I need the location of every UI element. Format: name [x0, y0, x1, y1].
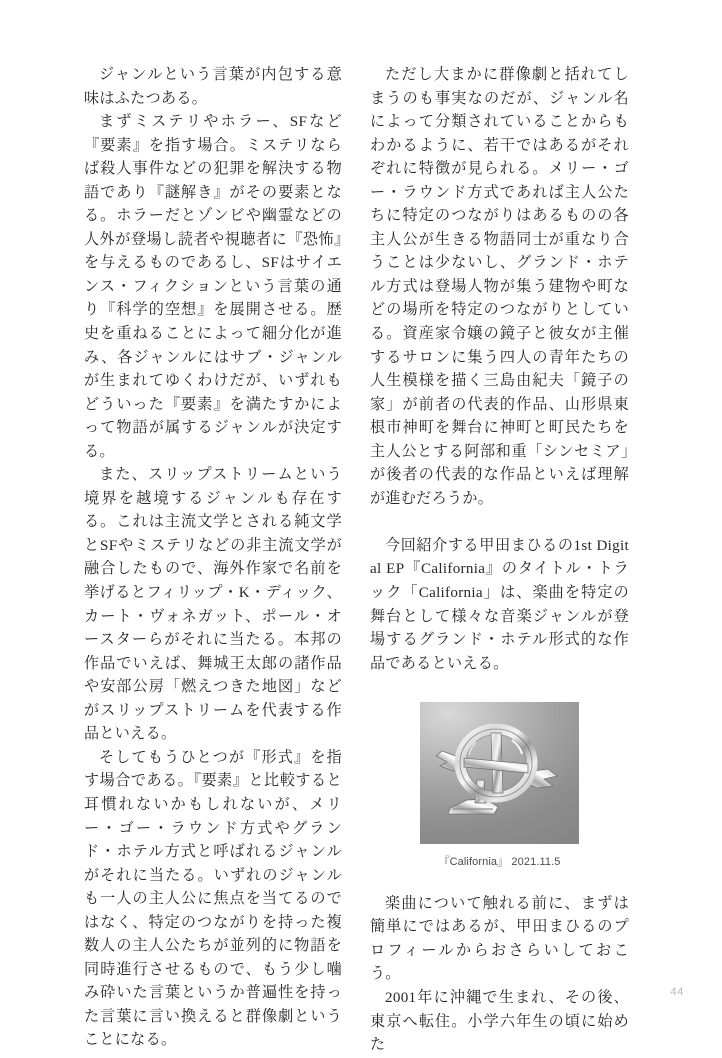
paragraph: 2001年に沖縄で生まれ、その後、東京へ転住。小学六年生の頃に始めた — [370, 989, 629, 1054]
california-album-cover — [420, 702, 579, 844]
column-left — [84, 64, 342, 1049]
paragraph: 楽曲について触れる前に、まずは簡単にではあるが、甲田まひるのプロフィールからおさらいしておこう。 — [370, 895, 629, 983]
paragraph: 今回紹介する甲田まひるの1st Digital EP『California』のタイトル・トラック「California」は、楽曲を特定の舞台として様々な音楽ジャンルが登場するグランド・ホテル形式的な作品であるといえる。 — [370, 537, 629, 672]
paragraph: まずミステリやホラー、SFなど『要素』を指す場合。ミステリならば殺人事件などの犯罪を解決する物語であり『謎解き』がその要素となる。ホラーだとゾンビや幽霊などの人外が登場し読者や視聴者に『恐怖』を与えるものであるし、SFはサイエンス・フィクションという言葉の通り『科学的空想』を展開させる。歴史を重ねることによって細分化が進み、各ジャンルにはサブ・ジャンルが生まれてゆくわけだが、いずれもどういった『要素』を満たすかによって物語が属するジャンルが決定する。 — [84, 114, 342, 460]
page-number: 44 — [670, 986, 684, 998]
text-columns — [84, 64, 629, 1054]
figure-caption: 『California』 2021.11.5 — [438, 856, 561, 869]
album-figure — [370, 702, 629, 869]
paragraph: ジャンルという言葉が内包する意味はふたつある。 — [84, 67, 342, 107]
column-right — [370, 64, 629, 1054]
paragraph: また、スリップストリームという境界を越境するジャンルも存在する。これは主流文学とされる純文学とSFやミステリなどの非主流文学が融合したもので、海外作家で名前を挙げるとフィリップ・K・ディック、カート・ヴォネガット、ポール・オースターらがそれに当たる。本邦の作品でいえば、舞城王太郎の諸作品や安部公房「燃えつきた地図」などがスリップストリームを代表する作品といえる。 — [84, 467, 342, 743]
paragraph: そしてもうひとつが『形式』を指す場合である。『要素』と比較すると耳慣れないかもしれないが、メリー・ゴー・ラウンド方式やグランド・ホテル方式と呼ばれるジャンルがそれに当たる。いずれのジャンルも一人の主人公に焦点を当てるのではなく、特定のつながりを持った複数人の主人公たちが並列的に物語を同時進行させるもので、もう少し噛み砕いた言葉というか普遍性を持った言葉に言い換えると群像劇ということになる。 — [84, 749, 342, 1049]
paragraph: ただし大まかに群像劇と括れてしまうのも事実なのだが、ジャンル名によって分類されていることからもわかるように、若干ではあるがそれぞれに特徴が見られる。メリー・ゴー・ラウンド方式であれば主人公たちに特定のつながりはあるものの各主人公が生きる物語同士が重なり合うことは少ないし、グランド・ホテル方式は登場人物が集う建物や町などの場所を特定のつながりとしている。資産家令嬢の鏡子と彼女が主催するサロンに集う四人の青年たちの人生模様を描く三島由紀夫「鏡子の家」が前者の代表的作品、山形県東根市神町を舞台に神町と町民たちを主人公とする阿部和重「シンセミア」が後者の代表的な作品といえば理解が進むだろうか。 — [370, 67, 629, 507]
